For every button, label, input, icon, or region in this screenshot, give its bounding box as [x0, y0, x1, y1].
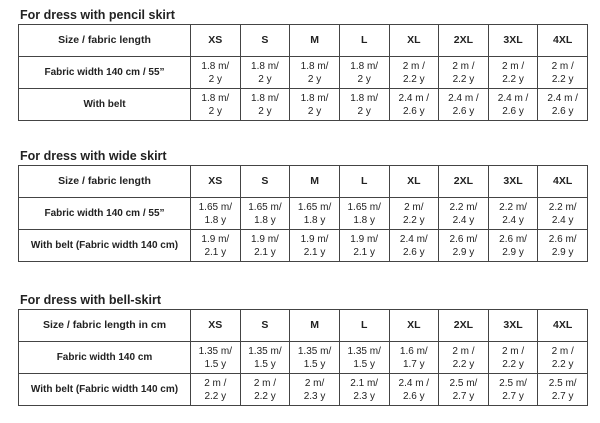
table-cell: 1.65 m/ 1.8 y [240, 198, 290, 230]
table-cell: 1.65 m/ 1.8 y [191, 198, 241, 230]
table-cell: 1.8 m/ 2 y [240, 57, 290, 89]
size-l-header: L [339, 25, 389, 57]
table-cell: 1.8 m/ 2 y [290, 89, 340, 121]
table-cell: 2.2 m/ 2.4 y [488, 198, 538, 230]
table-cell: 1.8 m/ 2 y [191, 89, 241, 121]
size-xs-header: XS [191, 25, 241, 57]
size-3xl-header: 3XL [488, 166, 538, 198]
header-label: Size / fabric length in cm [19, 310, 191, 342]
size-4xl-header: 4XL [538, 310, 588, 342]
table-cell: 2 m / 2.2 y [389, 57, 439, 89]
table-cell: 1.8 m/ 2 y [339, 57, 389, 89]
size-3xl-header: 3XL [488, 310, 538, 342]
table-row [19, 374, 588, 406]
table-cell: 2.5 m/ 2.7 y [538, 374, 588, 406]
size-m-header: M [290, 25, 340, 57]
table-cell: 2.6 m/ 2.9 y [538, 230, 588, 262]
table-cell: 2.6 m/ 2.9 y [439, 230, 489, 262]
table-cell: 2.4 m / 2.6 y [389, 89, 439, 121]
size-4xl-header: 4XL [538, 25, 588, 57]
table-row [19, 57, 588, 89]
table-header-row [19, 166, 588, 198]
table-cell: 2.4 m / 2.6 y [389, 374, 439, 406]
table-cell: 2.1 m/ 2.3 y [339, 374, 389, 406]
size-xl-header: XL [389, 310, 439, 342]
size-2xl-header: 2XL [439, 25, 489, 57]
header-label: Size / fabric length [19, 25, 191, 57]
size-s-header: S [240, 25, 290, 57]
table-cell: 2.4 m / 2.6 y [488, 89, 538, 121]
table-cell: 2.2 m/ 2.4 y [538, 198, 588, 230]
size-xl-header: XL [389, 25, 439, 57]
size-2xl-header: 2XL [439, 310, 489, 342]
table-header-row [19, 310, 588, 342]
size-xl-header: XL [389, 166, 439, 198]
size-l-header: L [339, 166, 389, 198]
table-cell: 2.5 m/ 2.7 y [439, 374, 489, 406]
size-m-header: M [290, 166, 340, 198]
table-cell: 2 m / 2.2 y [439, 342, 489, 374]
table-cell: 2 m/ 2.2 y [389, 198, 439, 230]
row-label: Fabric width 140 cm / 55” [19, 198, 191, 230]
table-row [19, 230, 588, 262]
table-cell: 1.35 m/ 1.5 y [339, 342, 389, 374]
table-row [19, 342, 588, 374]
table-cell: 1.65 m/ 1.8 y [290, 198, 340, 230]
table-cell: 2 m / 2.2 y [439, 57, 489, 89]
section-title-wide-skirt: For dress with wide skirt [20, 149, 167, 163]
table-cell: 1.9 m/ 2.1 y [290, 230, 340, 262]
table-cell: 1.9 m/ 2.1 y [339, 230, 389, 262]
fabric-table-wide-skirt [18, 165, 588, 262]
section-title-pencil-skirt: For dress with pencil skirt [20, 8, 175, 22]
size-4xl-header: 4XL [538, 166, 588, 198]
table-cell: 2 m / 2.2 y [240, 374, 290, 406]
table-cell: 2.4 m / 2.6 y [439, 89, 489, 121]
table-cell: 2.6 m/ 2.9 y [488, 230, 538, 262]
table-cell: 1.8 m/ 2 y [339, 89, 389, 121]
table-cell: 2 m / 2.2 y [191, 374, 241, 406]
table-row [19, 89, 588, 121]
size-xs-header: XS [191, 166, 241, 198]
size-xs-header: XS [191, 310, 241, 342]
size-m-header: M [290, 310, 340, 342]
section-title-bell-skirt: For dress with bell-skirt [20, 293, 162, 307]
table-cell: 2.2 m/ 2.4 y [439, 198, 489, 230]
table-cell: 1.35 m/ 1.5 y [240, 342, 290, 374]
table-cell: 1.8 m/ 2 y [240, 89, 290, 121]
table-cell: 1.35 m/ 1.5 y [290, 342, 340, 374]
table-cell: 2 m/ 2.3 y [290, 374, 340, 406]
size-l-header: L [339, 310, 389, 342]
row-label: With belt [19, 89, 191, 121]
fabric-table-bell-skirt [18, 309, 588, 406]
table-cell: 1.9 m/ 2.1 y [191, 230, 241, 262]
fabric-table-pencil-skirt [18, 24, 588, 121]
table-cell: 2.4 m/ 2.6 y [389, 230, 439, 262]
table-cell: 2 m / 2.2 y [488, 342, 538, 374]
table-header-row [19, 25, 588, 57]
table-cell: 2 m / 2.2 y [538, 342, 588, 374]
table-row [19, 198, 588, 230]
row-label: With belt (Fabric width 140 cm) [19, 230, 191, 262]
table-cell: 2.4 m / 2.6 y [538, 89, 588, 121]
size-s-header: S [240, 166, 290, 198]
table-cell: 1.35 m/ 1.5 y [191, 342, 241, 374]
table-cell: 2.5 m/ 2.7 y [488, 374, 538, 406]
table-cell: 2 m / 2.2 y [488, 57, 538, 89]
table-cell: 1.6 m/ 1.7 y [389, 342, 439, 374]
size-3xl-header: 3XL [488, 25, 538, 57]
row-label: Fabric width 140 cm / 55” [19, 57, 191, 89]
table-cell: 1.8 m/ 2 y [290, 57, 340, 89]
table-cell: 1.9 m/ 2.1 y [240, 230, 290, 262]
row-label: With belt (Fabric width 140 cm) [19, 374, 191, 406]
size-s-header: S [240, 310, 290, 342]
table-cell: 1.8 m/ 2 y [191, 57, 241, 89]
size-2xl-header: 2XL [439, 166, 489, 198]
table-cell: 1.65 m/ 1.8 y [339, 198, 389, 230]
row-label: Fabric width 140 cm [19, 342, 191, 374]
table-cell: 2 m / 2.2 y [538, 57, 588, 89]
header-label: Size / fabric length [19, 166, 191, 198]
